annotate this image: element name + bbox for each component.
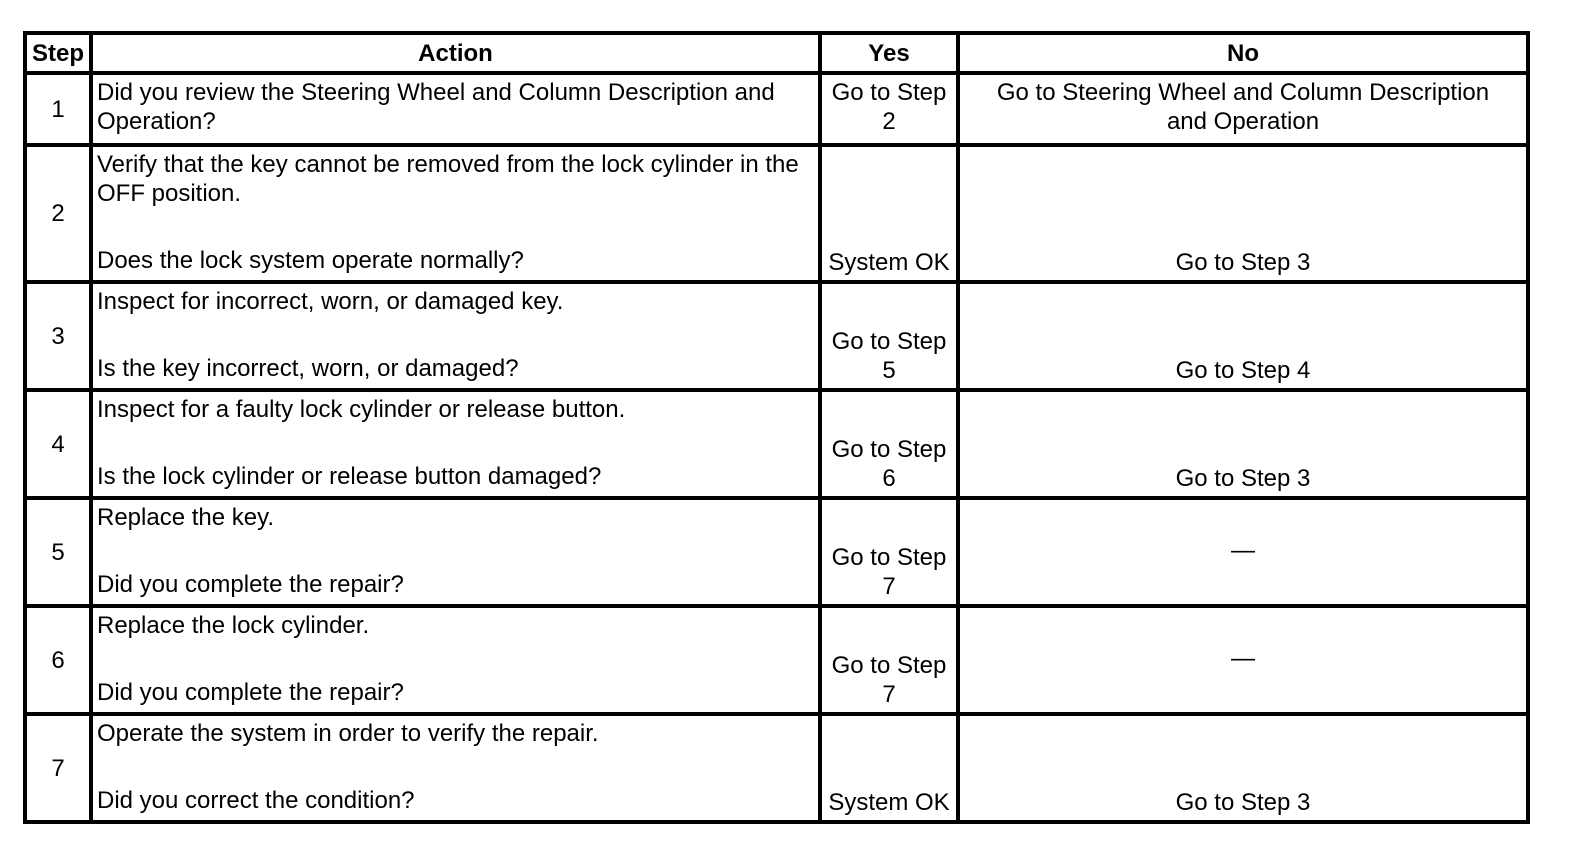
yes-cell: Go to Step 7 <box>820 606 958 714</box>
header-yes: Yes <box>820 33 958 73</box>
step-number: 7 <box>25 714 91 822</box>
action-question: Did you complete the repair? <box>97 571 404 598</box>
table-row <box>25 73 1528 145</box>
action-instruction: Verify that the key cannot be removed from the lock cylinder in the OFF position. <box>97 151 799 207</box>
step-number: 3 <box>25 282 91 390</box>
action-instruction: Operate the system in order to verify the repair. <box>97 720 599 747</box>
action-cell <box>91 390 820 498</box>
header-no: No <box>958 33 1528 73</box>
action-cell <box>91 73 820 145</box>
yes-cell: System OK <box>820 145 958 282</box>
header-row <box>25 33 1528 73</box>
step-number: 2 <box>25 145 91 282</box>
action-question: Is the key incorrect, worn, or damaged? <box>97 355 519 382</box>
action-cell <box>91 714 820 822</box>
action-instruction: Inspect for a faulty lock cylinder or release button. <box>97 396 626 423</box>
step-number: 6 <box>25 606 91 714</box>
yes-cell: System OK <box>820 714 958 822</box>
header-step: Step <box>25 33 91 73</box>
table-row <box>25 390 1528 498</box>
action-instruction: Inspect for incorrect, worn, or damaged key. <box>97 288 564 315</box>
no-cell: Go to Steering Wheel and Column Description and Operation <box>958 73 1528 145</box>
action-instruction: Replace the lock cylinder. <box>97 612 370 639</box>
action-cell <box>91 498 820 606</box>
diagnostic-table <box>23 31 1530 824</box>
table-row <box>25 145 1528 282</box>
yes-cell: Go to Step 5 <box>820 282 958 390</box>
no-cell: — <box>958 606 1528 714</box>
no-cell: Go to Step 3 <box>958 390 1528 498</box>
action-cell <box>91 282 820 390</box>
action-cell <box>91 606 820 714</box>
action-instruction: Replace the key. <box>97 504 274 531</box>
action-question: Did you complete the repair? <box>97 679 404 706</box>
header-action: Action <box>91 33 820 73</box>
action-text: Did you review the Steering Wheel and Column Description and Operation? <box>97 79 775 135</box>
yes-cell: Go to Step 2 <box>820 73 958 145</box>
action-cell <box>91 145 820 282</box>
no-cell: — <box>958 498 1528 606</box>
table-row <box>25 606 1528 714</box>
no-cell: Go to Step 3 <box>958 145 1528 282</box>
no-cell: Go to Step 3 <box>958 714 1528 822</box>
action-question: Is the lock cylinder or release button damaged? <box>97 463 602 490</box>
yes-cell: Go to Step 6 <box>820 390 958 498</box>
action-question: Does the lock system operate normally? <box>97 247 524 274</box>
table-row <box>25 282 1528 390</box>
action-question: Did you correct the condition? <box>97 787 415 814</box>
step-number: 4 <box>25 390 91 498</box>
step-number: 1 <box>25 73 91 145</box>
table-row <box>25 714 1528 822</box>
table-row <box>25 498 1528 606</box>
step-number: 5 <box>25 498 91 606</box>
yes-cell: Go to Step 7 <box>820 498 958 606</box>
no-cell: Go to Step 4 <box>958 282 1528 390</box>
